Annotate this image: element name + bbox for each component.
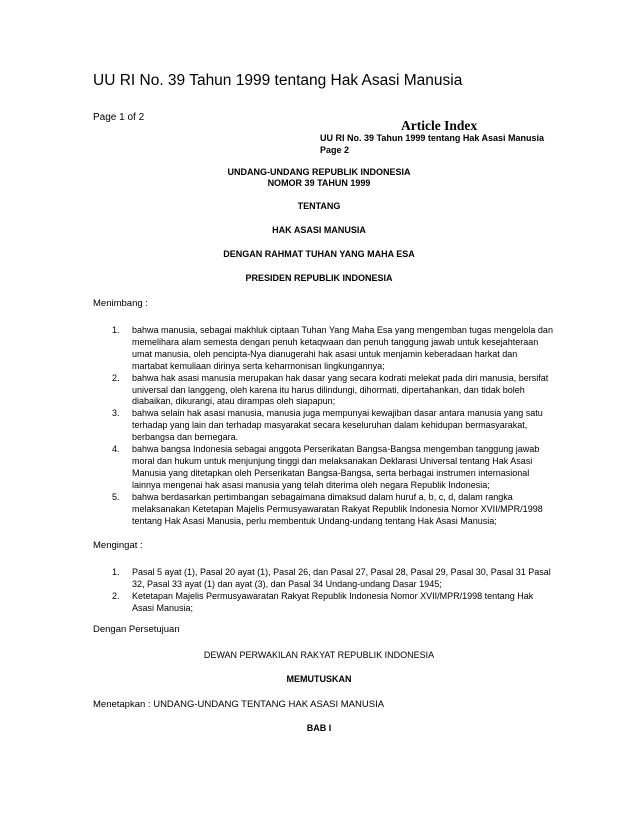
item-text: bahwa berdasarkan pertimbangan sebagaimana dimaksud dalam huruf a, b, c, d, dalam rangka melaksanakan Ketetapan Majelis Permusyawaratan Rakyat Republik Indonesia Nomor XVII/MPR/1998 tentang Hak Asasi Manusia, perlu membentuk Undang-undang tentang Hak Asasi Manusia;	[132, 491, 543, 526]
item-number: 1.	[112, 567, 120, 577]
menetapkan-line: Menetapkan : UNDANG-UNDANG TENTANG HAK ASASI MANUSIA	[93, 699, 385, 710]
list-item	[93, 591, 553, 615]
tentang-heading: TENTANG	[297, 201, 341, 211]
item-text: bahwa hak asasi manusia merupakan hak dasar yang secara kodrati melekat pada diri manusia, bersifat universal dan langgeng, oleh karena itu harus dilindungi, dihormati, dipertahankan, dan tidak boleh diabaikan, dikurangi, atau dirampas oleh siapapun;	[132, 372, 549, 407]
list-item	[93, 373, 553, 409]
list-item	[93, 444, 553, 492]
item-text: Pasal 5 ayat (1), Pasal 20 ayat (1), Pasal 26, dan Pasal 27, Pasal 28, Pasal 29, Pasal 30, Pasal 31 Pasal 32, Pasal 33 ayat (1) dan ayat (3), dan Pasal 34 Undang-undang Dasar 1945;	[132, 567, 551, 589]
item-number: 2.	[112, 590, 120, 601]
item-text: bahwa bangsa Indonesia sebagai anggota Perserikatan Bangsa-Bangsa mengemban tanggung jawab moral dan hukum untuk menjunjung tinggi dan melaksanakan Deklarasi Universal tentang Hak Asasi Manusia yang ditetapkan oleh Perserikatan Bangsa-Bangsa, serta berbagai instrumen internasional lainnya mengenai hak asasi manusia yang telah diterima oleh negara Republik Indonesia;	[132, 444, 540, 490]
list-item	[93, 492, 553, 528]
rahmat-heading: DENGAN RAHMAT TUHAN YANG MAHA ESA	[223, 249, 415, 259]
page-indicator: Page 1 of 2	[93, 112, 145, 123]
item-number: 5.	[112, 491, 120, 502]
item-number: 3.	[112, 408, 120, 419]
article-index-heading: Article Index	[401, 118, 478, 133]
menimbang-list	[93, 325, 553, 527]
item-text: bahwa selain hak asasi manusia, manusia juga mempunyai kewajiban dasar antara manusia yang satu terhadap yang lain dan terhadap masyarakat secara keseluruhan dalam kehidupan bermasyarakat, berbangsa dan bernegara.	[132, 408, 543, 443]
persetujuan-label: Dengan Persetujuan	[93, 624, 180, 635]
chapter-heading: BAB I	[306, 723, 332, 733]
dpr-heading: DEWAN PERWAKILAN RAKYAT REPUBLIK INDONESIA	[203, 650, 435, 660]
list-item	[93, 325, 553, 373]
list-item	[93, 567, 553, 591]
mengingat-label: Mengingat :	[93, 540, 143, 551]
mengingat-list	[93, 567, 553, 615]
article-index-link-title: UU RI No. 39 Tahun 1999 tentang Hak Asasi Manusia	[320, 133, 545, 143]
item-text: Ketetapan Majelis Permusyawaratan Rakyat Republik Indonesia Nomor XVII/MPR/1998 tentang Hak Asasi Manusia;	[132, 590, 534, 613]
memutuskan-heading: MEMUTUSKAN	[286, 674, 352, 684]
document-title: UU RI No. 39 Tahun 1999 tentang Hak Asasi Manusia	[93, 72, 463, 89]
subject-heading: HAK ASASI MANUSIA	[272, 225, 366, 235]
list-item	[93, 408, 553, 444]
item-number: 4.	[112, 444, 120, 455]
item-text: bahwa manusia, sebagai makhluk ciptaan Tuhan Yang Maha Esa yang mengemban tugas mengelola dan memelihara alam semesta dengan penuh ketaqwaan dan penuh tanggung jawab untuk kesejahteraan umat manusia, oleh pencipta-Nya dianugerahi hak asasi untuk menjamin keberadaan harkat dan martabat kemuliaan dirinya serta keharmonisan lingkungannya;	[132, 325, 553, 371]
item-number: 2.	[112, 372, 120, 383]
presiden-heading: PRESIDEN REPUBLIK INDONESIA	[245, 273, 393, 283]
law-title-line2: NOMOR 39 TAHUN 1999	[267, 178, 371, 188]
article-index-link-page: Page 2	[320, 144, 350, 155]
law-title-line1: UNDANG-UNDANG REPUBLIK INDONESIA	[227, 167, 411, 177]
menimbang-label: Menimbang :	[93, 298, 148, 309]
item-number: 1.	[112, 325, 120, 335]
article-index-link[interactable]	[320, 133, 560, 156]
